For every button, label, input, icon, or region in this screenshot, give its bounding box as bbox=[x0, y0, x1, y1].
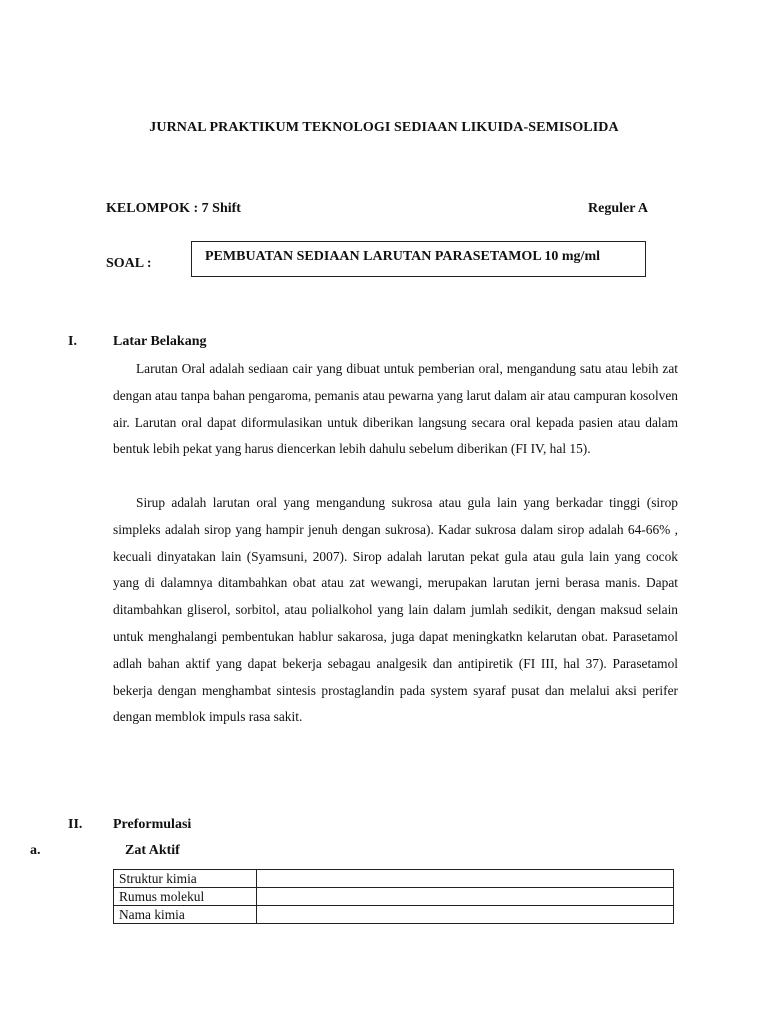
paragraph-sirup: Sirup adalah larutan oral yang mengandung sukrosa atau gula lain yang berkadar tinggi (sirop simpleks adalah sirop yang hampir jenuh dengan sukrosa). Kadar sukrosa dalam sirop adalah 64-66% , kecuali dinyatakan lain (Syamsuni, 2007). Sirop adalah larutan pekat gula atau gula lain yang cocok yang di dalamnya ditambahkan obat atau zat wewangi, merupakan larutan jerni berasa manis. Dapat ditambahkan gliserol, sorbitol, atau polialkohol yang lain dalam jumlah sedikit, dengan maksud selain untuk menghalangi pembentukan hablur sakarosa, juga dapat meningkatkn kelarutan obat. Parasetamol adlah bahan aktif yang dapat bekerja sebagau analgesik dan antipiretik (FI III, hal 37). Parasetamol bekerja dengan menghambat sintesis prostaglandin pada system syaraf pusat dan melalui aksi perifer dengan memblok impuls rasa sakit. bbox=[113, 495, 678, 725]
section-1-number: I. bbox=[68, 334, 77, 349]
table-cell-value bbox=[257, 888, 674, 906]
zat-aktif-table bbox=[113, 869, 674, 924]
table-cell-label: Nama kimia bbox=[114, 906, 257, 924]
table-row bbox=[114, 906, 674, 924]
document-title: JURNAL PRAKTIKUM TEKNOLOGI SEDIAAN LIKUIDA-SEMISOLIDA bbox=[149, 120, 619, 135]
table-row bbox=[114, 888, 674, 906]
reguler-label: Reguler A bbox=[588, 201, 649, 216]
table-cell-label: Struktur kimia bbox=[114, 870, 257, 888]
paragraph-larutan-oral: Larutan Oral adalah sediaan cair yang dibuat untuk pemberian oral, mengandung satu atau lebih zat dengan atau tanpa bahan pengaroma, pemanis atau pewarna yang larut dalam air atau campuran kosolven air. Larutan oral dapat diformulasikan untuk diberikan langsung secara oral kepada pasien atau dalam bentuk lebih pekat yang harus diencerkan lebih dahulu sebelum diberikan (FI IV, hal 15). bbox=[113, 361, 678, 457]
table-cell-label: Rumus molekul bbox=[114, 888, 257, 906]
soal-box: PEMBUATAN SEDIAAN LARUTAN PARASETAMOL 10 mg/ml bbox=[191, 241, 646, 277]
section-2-number: II. bbox=[68, 817, 83, 832]
table-cell-value bbox=[257, 870, 674, 888]
table-cell-value bbox=[257, 906, 674, 924]
kelompok-label: KELOMPOK : 7 Shift bbox=[106, 201, 241, 216]
table-row bbox=[114, 870, 674, 888]
subsection-a-number: a. bbox=[30, 843, 41, 858]
section-1-title: Latar Belakang bbox=[113, 334, 207, 349]
section-2-title: Preformulasi bbox=[113, 817, 192, 832]
soal-label: SOAL : bbox=[106, 256, 152, 271]
subsection-a-title: Zat Aktif bbox=[125, 843, 180, 858]
